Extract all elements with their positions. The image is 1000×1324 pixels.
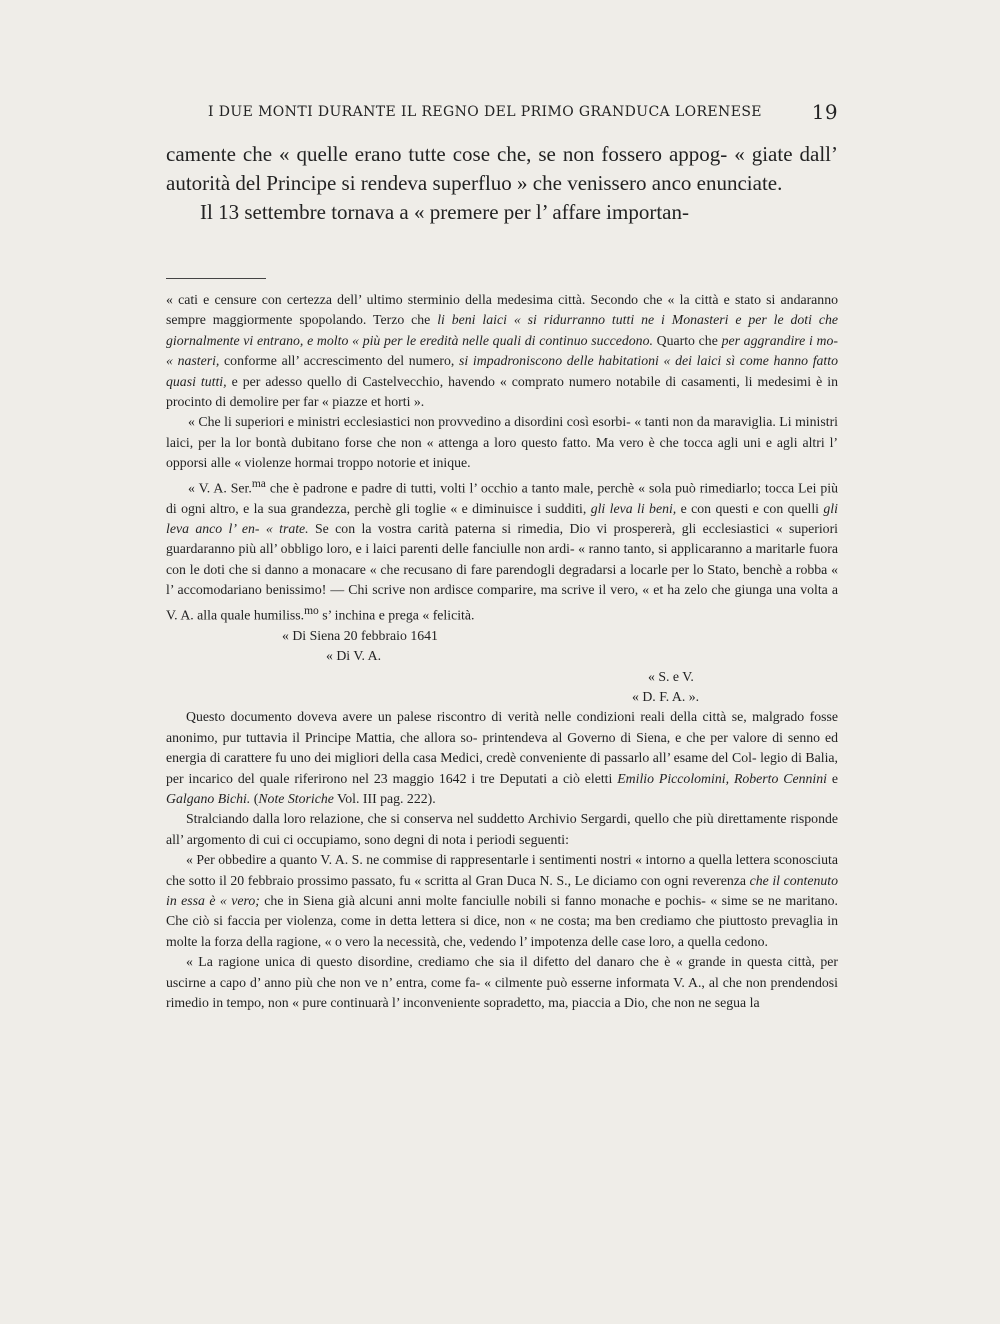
superscript: ma bbox=[251, 477, 266, 490]
italic-run: li beni laici « si ridurranno tutti ne i Monasteri e per le doti che giornalmente vi entrano, e molto « più per le eredità nelle quali di continuo succedono. bbox=[166, 312, 838, 348]
italic-run: per aggrandire i mo- « nasteri, bbox=[166, 332, 838, 369]
footnote-paragraph bbox=[166, 707, 838, 809]
text-run: « cati e censure con certezza dell’ ultimo sterminio della medesima città. Secondo che « la città e stato si andaranno sempre maggiormente spopolando. Terzo che bbox=[166, 292, 838, 328]
main-paragraph-continued: camente che « quelle erano tutte cose che, se non fossero appog- « giate dall’ autorità del Principe si rendeva superfluo » che venissero anco enunciate. bbox=[166, 142, 838, 195]
text-run: che in Siena già alcuni anni molte fanciulle nobili si fanno monache e pochis- « sime se ne maritano. Che ciò si faccia per violenza, come in detta lettera si dice, non « ne costa; ma ben crediamo che piuttosto prevaglia in molte la forza della ragione, « o vero la necessità, che, vedendo l’ impotenza delle case loro, a quella cedono. bbox=[166, 892, 838, 949]
footnote-paragraph bbox=[166, 290, 838, 412]
page-number: 19 bbox=[811, 100, 838, 124]
text-run: e con questi e con quelli bbox=[676, 500, 824, 516]
text-run: s’ inchina e prega « felicità. bbox=[318, 607, 475, 623]
italic-run: si impadroniscono delle habitationi « dei laici sì come hanno fatto quasi tutti, bbox=[166, 353, 838, 389]
text-run: Questo documento doveva avere un palese riscontro di verità nelle condizioni reali della città se, malgrado fosse anonimo, pur tuttavia il Principe Mattia, che allora so- printendeva al Governo di Siena, e che per valore di senno ed energia di carattere fu uno dei migliori della casa Medici, credè conveniente di passarlo all’ esame del Col- legio di Balia, per incarico del quale riferirono nel 23 maggio 1642 i tre Deputati a ciò eletti bbox=[166, 709, 838, 786]
letter-date: « Di Siena 20 febbraio 1641 bbox=[282, 627, 438, 643]
letter-signature: « D. F. A. ». bbox=[632, 688, 700, 704]
text-run: conforme all’ accrescimento del numero, bbox=[219, 353, 460, 369]
text-run: Se con la vostra carità paterna si rimedia, Dio vi prospererà, gli ecclesiastici « superiori guardaranno più all’ obbligo loro, e i laici parenti delle fanciulle non ardi- « ranno tanto, si applicaranno a maritarle fuora con le doti che si danno a monacare « che recusano di fare parendogli degradarsi a locarle per lo Stato, benchè a robba « l’ accomodariano benissimo! — Chi scrive non ardisce comparire, ma scrive il vero, « et ha zelo che giunga una volta a V. A. alla quale humiliss. bbox=[166, 521, 838, 623]
footnote-paragraph bbox=[166, 474, 838, 626]
text-run: ( bbox=[250, 790, 259, 806]
running-title: I DUE MONTI DURANTE IL REGNO DEL PRIMO GRANDUCA LORENESE bbox=[208, 104, 762, 120]
letter-addressee: « Di V. A. bbox=[326, 648, 382, 664]
text-run: e per adesso quello di Castelvecchio, havendo « comprato numero notabile di casamenti, li medesimi è in procinto di demolire per far « piazze et horti ». bbox=[166, 373, 838, 410]
italic-run: Galgano Bichi. bbox=[166, 790, 251, 806]
text-run: che è padrone e padre di tutti, volti l’ occhio a tanto male, perchè « sola può rimediarlo; tocca Lei più di ogni altro, e la sua grandezza, perchè gli toglie « e diminuisce i sudditi, bbox=[166, 480, 838, 516]
running-header bbox=[208, 100, 838, 124]
superscript: mo bbox=[304, 604, 319, 617]
main-paragraph: Il 13 settembre tornava a « premere per l’ affare importan- bbox=[200, 200, 689, 224]
italic-run: Note Storiche bbox=[258, 790, 334, 806]
italic-run: gli leva anco l’ en- « trate. bbox=[166, 500, 838, 537]
text-run: « Per obbedire a quanto V. A. S. ne commise di rappresentarle i sentimenti nostri « intorno a quella lettera sconosciuta che sotto il 20 febbraio prossimo passato, fu « scritta al Gran Duca N. S., Le diciamo con ogni reverenza bbox=[166, 852, 838, 888]
italic-run: gli leva li beni, bbox=[590, 500, 677, 516]
text-run: e bbox=[826, 770, 839, 786]
text-run: Vol. III pag. 222). bbox=[333, 790, 436, 806]
footnote-paragraph: « Che li superiori e ministri ecclesiastici non provvedino a disordini così esorbi- « tanti non da maraviglia. Li ministri laici, per la lor bontà dubitano forse che non « attenga a loro questo fatto. Ma vero è che tocca agli uni e agli altri l’ opporsi alle « violenze hormai troppo notorie et inique. bbox=[166, 414, 838, 471]
footnote-separator bbox=[166, 278, 266, 279]
text-run: Quarto che bbox=[652, 332, 722, 348]
quoted-report bbox=[166, 850, 838, 952]
footnote-paragraph: Stralciando dalla loro relazione, che si conserva nel suddetto Archivio Sergardi, quello che più direttamente risponde all’ argomento di cui ci occupiamo, sono degni di nota i periodi seguenti: bbox=[166, 811, 838, 847]
footnote bbox=[166, 290, 838, 1013]
text-run: « V. A. Ser. bbox=[188, 480, 252, 496]
quoted-report: « La ragione unica di questo disordine, crediamo che sia il difetto del danaro che è « grande in questa città, per uscirne a capo d’ anno più che non ve n’ entra, come fa- « cilmente può esserne informata V. A., al che non prendendosi rimedio in tempo, non « pure continuarà l’ inconveniente sopradetto, ma, piaccia a Dio, che non ne segua la bbox=[166, 954, 838, 1010]
italic-run: Emilio Piccolomini, Roberto Cennini bbox=[617, 770, 827, 786]
letter-signature: « S. e V. bbox=[648, 668, 694, 684]
main-text bbox=[166, 140, 838, 227]
italic-run: che il contenuto in essa è « vero; bbox=[166, 872, 838, 908]
